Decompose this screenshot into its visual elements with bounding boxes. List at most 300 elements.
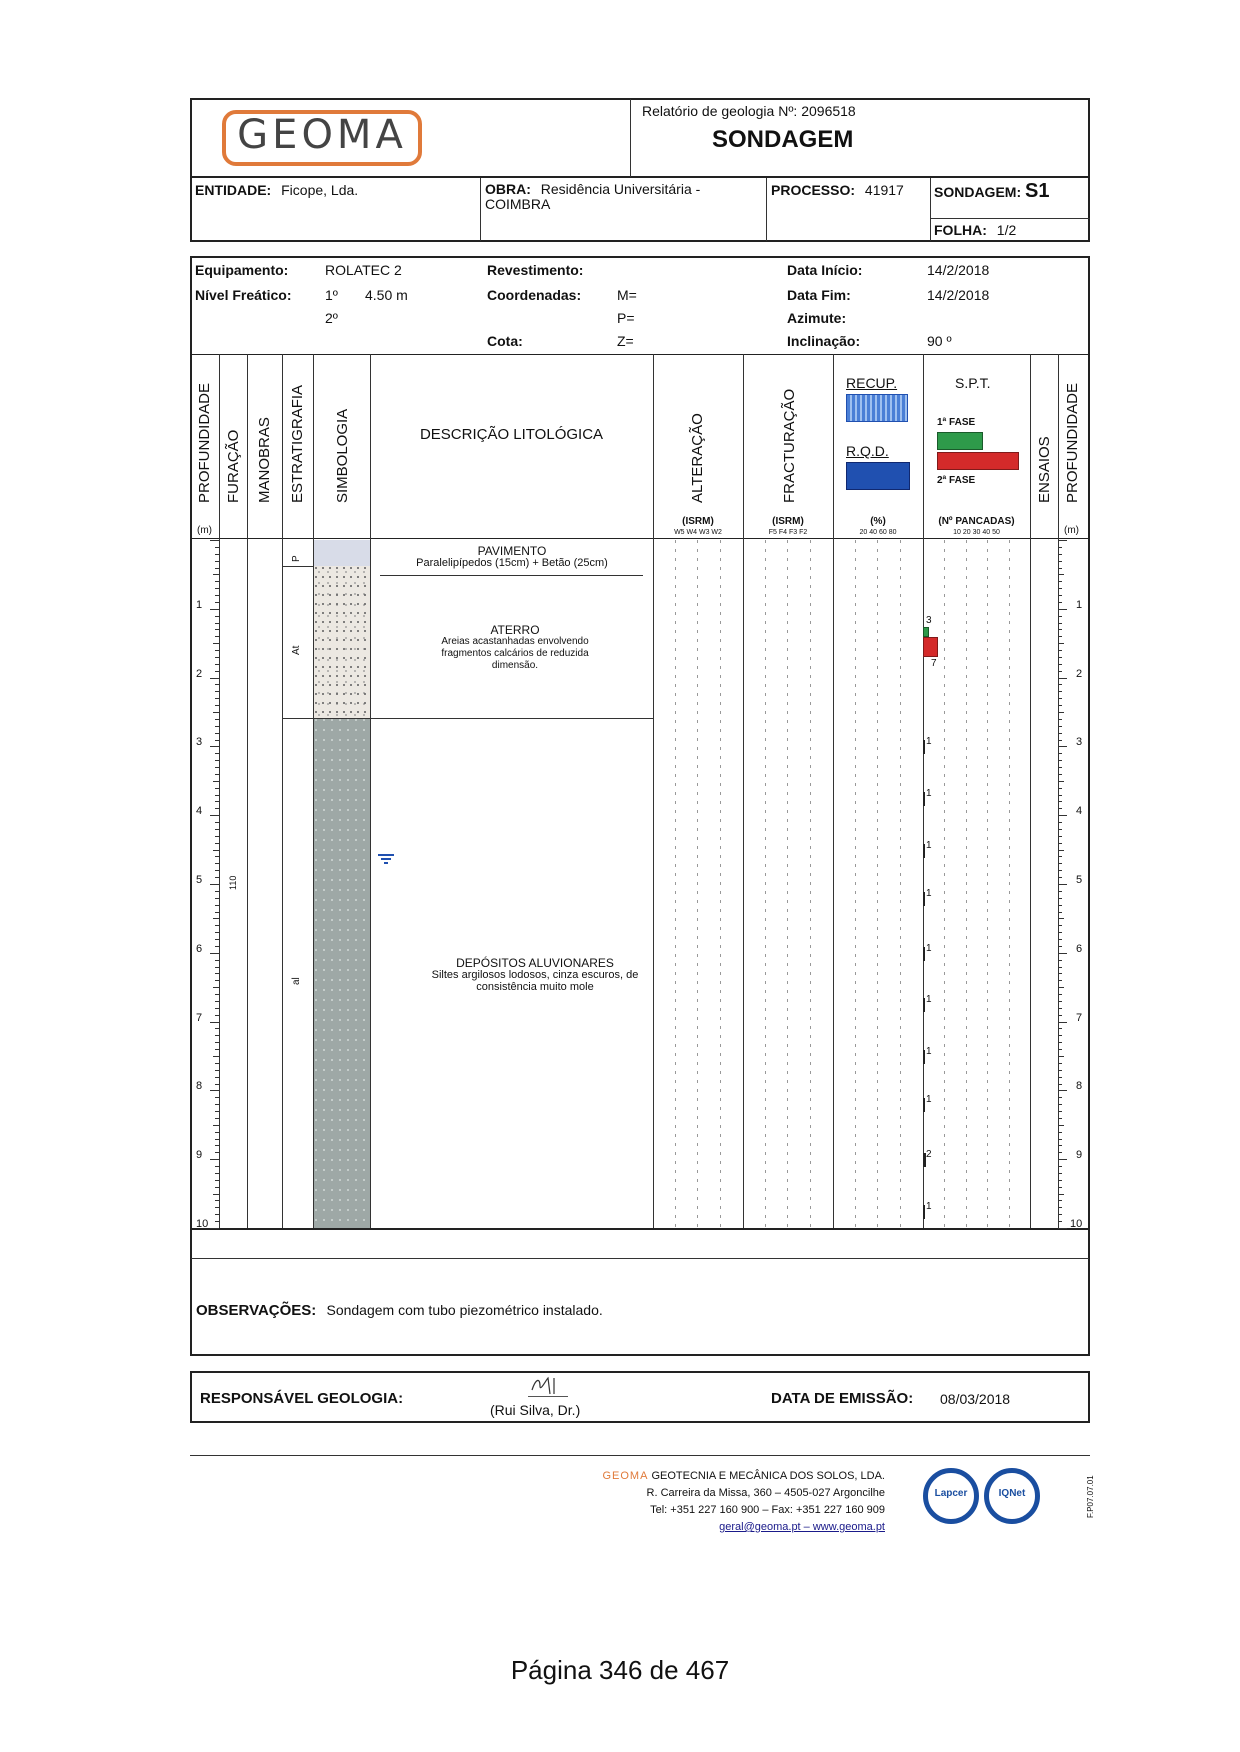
depth-tick (1058, 547, 1062, 548)
depth-tick (210, 1159, 219, 1160)
header-col-2 (766, 178, 767, 241)
depth-tick (215, 877, 219, 878)
depth-tick (210, 884, 219, 885)
header-col-3 (930, 178, 931, 241)
spt-fase2-bar (923, 637, 938, 657)
depth-tick (213, 1125, 219, 1126)
water-table-icon (378, 854, 394, 864)
depth-tick (1058, 678, 1067, 679)
processo-value: 41917 (864, 182, 904, 198)
depth-tick (215, 912, 219, 913)
depth-tick (1058, 932, 1062, 933)
data-fim-value: 14/2/2018 (927, 287, 990, 303)
symbol-aluvionar (314, 718, 370, 1228)
depth-tick (1058, 1077, 1062, 1078)
depth-tick (213, 781, 219, 782)
depth-tick (1058, 1035, 1062, 1036)
desc-aluvionar (420, 957, 650, 993)
spt-bar (923, 844, 925, 858)
depth-tick (215, 629, 219, 630)
fracturacao-scale: F5 F4 F3 F2 (768, 529, 808, 536)
depth-tick (215, 939, 219, 940)
coordenadas-label: Coordenadas: (487, 287, 582, 303)
responsavel-name: (Rui Silva, Dr.) (490, 1402, 581, 1418)
footer-company-name: GEOTECNIA E MECÂNICA DOS SOLOS, LDA. (651, 1470, 885, 1482)
depth-tick (215, 602, 219, 603)
depth-tick (1058, 856, 1062, 857)
depth-tick (1058, 767, 1062, 768)
depth-tick (1058, 1008, 1062, 1009)
depth-tick (1058, 939, 1062, 940)
depth-tick (215, 691, 219, 692)
depth-tick (1058, 967, 1062, 968)
col-header-furacao: FURAÇÃO (225, 429, 242, 503)
obra-value-2: COIMBRA (485, 196, 551, 212)
depth-tick (215, 836, 219, 837)
entidade-field (195, 182, 358, 198)
col-header-fracturacao: FRACTURAÇÃO (781, 388, 798, 503)
strat-code-al: al (291, 977, 302, 985)
table-top-line (191, 354, 1089, 355)
sondagem-label: SONDAGEM: (934, 184, 1022, 200)
depth-tick (1058, 960, 1062, 961)
depth-tick (1058, 581, 1062, 582)
depth-tick (1058, 795, 1062, 796)
col-sep-3 (282, 354, 283, 1228)
depth-tick (215, 671, 219, 672)
depth-label: 10 (1070, 1218, 1083, 1230)
pavimento-boundary-desc (380, 575, 643, 576)
depth-tick (215, 1028, 219, 1029)
depth-tick (215, 801, 219, 802)
depth-tick (1058, 554, 1062, 555)
depth-tick (213, 918, 219, 919)
depth-tick (1058, 1125, 1064, 1126)
depth-tick (1058, 1152, 1062, 1153)
depth-tick (1058, 568, 1062, 569)
depth-tick (1058, 829, 1062, 830)
depth-tick (215, 1145, 219, 1146)
fase1-label: 1ª FASE (937, 417, 976, 428)
depth-tick (215, 561, 219, 562)
depth-tick (215, 946, 219, 947)
depth-tick (1058, 657, 1062, 658)
depth-tick (1058, 788, 1062, 789)
depth-tick (1058, 726, 1062, 727)
table-bottom-line (191, 1228, 1089, 1230)
depth-tick (210, 815, 219, 816)
depth-tick (1058, 822, 1062, 823)
fase2-label: 2ª FASE (937, 475, 976, 486)
entidade-label: ENTIDADE: (195, 182, 272, 198)
recup-label: RECUP. (846, 375, 898, 391)
depth-tick (210, 678, 219, 679)
depth-label: 6 (1076, 942, 1083, 955)
depth-tick (1058, 705, 1062, 706)
depth-tick (215, 740, 219, 741)
alt-grid-2 (697, 540, 698, 1228)
spt-value-label: 2 (926, 1149, 932, 1161)
depth-tick (1058, 1173, 1062, 1174)
depth-tick (1058, 1118, 1062, 1119)
depth-tick (1058, 1145, 1062, 1146)
depth-tick (215, 960, 219, 961)
desc-aterro-text: Areias acastanhadas envolvendo fragmentos calcários de reduzida dimensão. (441, 636, 589, 671)
fracturacao-unit: (ISRM) (772, 516, 804, 527)
desc-aluvionar-title: DEPÓSITOS ALUVIONARES (456, 956, 614, 970)
depth-tick (213, 712, 219, 713)
col-header-simbologia: SIMBOLOGIA (334, 408, 351, 503)
depth-tick (1058, 740, 1062, 741)
data-inicio-label: Data Início: (787, 262, 863, 278)
depth-tick (213, 987, 219, 988)
depth-tick (1058, 595, 1062, 596)
depth-tick (215, 554, 219, 555)
depth-tick (215, 623, 219, 624)
depth-tick (215, 1132, 219, 1133)
folha-value: 1/2 (996, 222, 1017, 238)
nivel-1: 1º (325, 287, 338, 303)
depth-tick (215, 1166, 219, 1167)
spt-label: S.P.T. (955, 375, 991, 391)
responsavel-label: RESPONSÁVEL GEOLOGIA: (200, 1390, 404, 1407)
spt-grid-3 (987, 540, 988, 1228)
depth-tick (215, 994, 219, 995)
depth-tick (215, 795, 219, 796)
depth-tick (1058, 774, 1062, 775)
depth-tick (215, 1180, 219, 1181)
footer-brand: GEOMA (602, 1470, 649, 1482)
depth-tick (215, 1008, 219, 1009)
depth-tick (1058, 843, 1062, 844)
spt-value-label: 1 (926, 788, 932, 799)
doc-title: SONDAGEM (712, 126, 854, 153)
depth-tick (215, 1042, 219, 1043)
depth-tick (1058, 609, 1067, 610)
depth-tick (215, 967, 219, 968)
nivel-2: 2º (325, 310, 338, 326)
processo-label: PROCESSO: (771, 182, 856, 198)
depth-tick (215, 568, 219, 569)
recup-grid-3 (900, 540, 901, 1228)
nivel-label: Nível Freático: (195, 287, 292, 303)
depth-tick (1058, 1180, 1062, 1181)
depth-tick (215, 719, 219, 720)
inclinacao-label: Inclinação: (787, 333, 861, 349)
depth-label: 1 (196, 598, 203, 611)
desc-pavimento-text: Paralelipípedos (15cm) + Betão (25cm) (416, 557, 608, 569)
depth-tick (215, 1104, 219, 1105)
frac-grid-2 (787, 540, 788, 1228)
depth-tick (1058, 987, 1064, 988)
furacao-value: 110 (228, 875, 238, 890)
depth-tick (1058, 1214, 1062, 1215)
depth-tick (215, 650, 219, 651)
depth-tick (1058, 1139, 1062, 1140)
spt-value-label: 1 (926, 887, 932, 899)
depth-label: 7 (1076, 1011, 1083, 1024)
depth-tick (215, 891, 219, 892)
folha-label: FOLHA: (934, 222, 987, 238)
depth-label: 1 (1076, 598, 1083, 611)
depth-tick (215, 1049, 219, 1050)
depth-tick (1058, 753, 1062, 754)
depth-tick (1058, 994, 1062, 995)
depth-tick (1058, 905, 1062, 906)
entidade-value: Ficope, Lda. (281, 182, 359, 198)
depth-tick (1058, 946, 1062, 947)
footer-phone: Tel: +351 227 160 900 – Fax: +351 227 160 909 (650, 1504, 885, 1516)
recup-swatch (846, 394, 908, 422)
header-logo-divider (630, 99, 631, 177)
alteracao-scale: W5 W4 W3 W2 (674, 529, 722, 536)
depth-label: 5 (196, 874, 203, 886)
depth-tick (1058, 1049, 1062, 1050)
inclinacao-value: 90 º (927, 333, 952, 349)
depth-tick (215, 980, 219, 981)
col-sep-2 (247, 354, 248, 1228)
depth-tick (1058, 616, 1062, 617)
depth-tick (215, 822, 219, 823)
depth-tick (1058, 1028, 1062, 1029)
depth-tick (1058, 698, 1062, 699)
depth-label: 8 (196, 1080, 203, 1093)
depth-tick (215, 684, 219, 685)
processo-field (771, 182, 904, 198)
col-sep-7 (743, 354, 744, 1228)
depth-tick (1058, 1159, 1067, 1160)
recup-unit: (%) (870, 516, 886, 527)
spt-value-label: 1 (926, 1200, 932, 1212)
depth-label: 9 (1076, 1149, 1083, 1162)
depth-label: 3 (196, 736, 203, 749)
depth-tick (215, 829, 219, 830)
strat-code-at: At (291, 645, 302, 655)
alt-grid-1 (675, 540, 676, 1228)
revestimento-label: Revestimento: (487, 262, 584, 278)
depth-tick (1058, 1207, 1062, 1208)
col-sep-8 (833, 354, 834, 1228)
spt-fase1-bar (923, 627, 929, 637)
depth-tick (215, 733, 219, 734)
depth-tick (215, 863, 219, 864)
depth-tick (215, 753, 219, 754)
depth-tick (215, 705, 219, 706)
spt-unit: (Nº PANCADAS) (938, 516, 1015, 527)
depth-tick (1058, 746, 1067, 747)
table-extra-line (191, 1258, 1089, 1259)
depth-tick (1058, 1084, 1062, 1085)
geoma-logo-text: GEOMA (237, 112, 407, 158)
depth-label: 2 (1076, 667, 1083, 680)
depth-tick (215, 1097, 219, 1098)
equipamento-value: ROLATEC 2 (325, 262, 402, 278)
footer-company (540, 1468, 885, 1536)
azimute-label: Azimute: (787, 310, 847, 326)
spt-grid-1 (944, 540, 945, 1228)
desc-aterro (430, 624, 600, 672)
depth-tick (1058, 684, 1062, 685)
depth-label: 10 (196, 1218, 209, 1230)
depth-tick (210, 609, 219, 610)
spt-value-label: 7 (931, 658, 937, 670)
footer-line (190, 1455, 1090, 1456)
depth-tick (1058, 760, 1062, 761)
depth-tick (215, 664, 219, 665)
depth-tick (1058, 650, 1062, 651)
depth-tick (1058, 1221, 1062, 1222)
depth-tick (1058, 691, 1062, 692)
pavimento-boundary (282, 566, 314, 567)
depth-tick (1058, 643, 1064, 644)
depth-tick (1058, 1194, 1064, 1195)
depth-tick (1058, 733, 1062, 734)
depth-tick (1058, 953, 1067, 954)
depth-tick (215, 1001, 219, 1002)
depth-tick (215, 698, 219, 699)
depth-tick (1058, 1104, 1062, 1105)
p-label: P= (617, 310, 635, 326)
col-sep-1 (219, 354, 220, 1228)
col-header-manobras: MANOBRAS (256, 417, 273, 503)
data-emissao-label: DATA DE EMISSÃO: (771, 1390, 914, 1407)
depth-tick (213, 1056, 219, 1057)
cert-iqnet-logo (984, 1468, 1040, 1524)
observacoes-value: Sondagem com tubo piezométrico instalado. (326, 1302, 603, 1318)
spt-bar (923, 792, 925, 806)
depth-tick (1058, 1022, 1067, 1023)
depth-tick (215, 1084, 219, 1085)
depth-tick (215, 616, 219, 617)
depth-tick (215, 1077, 219, 1078)
strat-code-p: P (291, 555, 302, 562)
depth-tick (215, 581, 219, 582)
symbol-pavimento (314, 540, 370, 566)
depth-tick (215, 973, 219, 974)
depth-tick (1058, 1111, 1062, 1112)
col-header-ensaios: ENSAIOS (1036, 436, 1053, 503)
depth-label: 9 (196, 1149, 203, 1162)
folha-field (934, 222, 1016, 238)
depth-tick (1058, 664, 1062, 665)
cert-lapcer-logo (923, 1468, 979, 1524)
depth-tick (215, 1063, 219, 1064)
col-header-alteracao: ALTERAÇÃO (689, 413, 706, 503)
depth-tick (1058, 1090, 1067, 1091)
recup-scale: 20 40 60 80 (859, 529, 897, 536)
depth-tick (215, 760, 219, 761)
observacoes-row (196, 1302, 603, 1319)
depth-tick (1058, 540, 1067, 541)
depth-tick (215, 726, 219, 727)
footer-email[interactable]: geral@geoma.pt – www.geoma.pt (719, 1521, 885, 1533)
depth-tick (1058, 574, 1064, 575)
data-fim-label: Data Fim: (787, 287, 851, 303)
spt-grid-4 (1009, 540, 1010, 1228)
col-header-estratigrafia: ESTRATIGRAFIA (289, 384, 306, 503)
alt-grid-3 (720, 540, 721, 1228)
spt-value-label: 1 (926, 1094, 932, 1106)
depth-tick (215, 1111, 219, 1112)
depth-label: 7 (196, 1011, 203, 1024)
depth-tick (1058, 1042, 1062, 1043)
depth-tick (215, 636, 219, 637)
fase2-swatch (937, 452, 1019, 470)
desc-pavimento-title: PAVIMENTO (477, 544, 547, 558)
depth-tick (213, 643, 219, 644)
depth-tick (213, 850, 219, 851)
depth-tick (1058, 1063, 1062, 1064)
depth-tick (1058, 588, 1062, 589)
z-label: Z= (617, 333, 634, 349)
data-inicio-value: 14/2/2018 (927, 262, 990, 278)
depth-tick (1058, 877, 1062, 878)
sondagem-value: S1 (1025, 180, 1050, 202)
cota-label: Cota: (487, 333, 523, 349)
depth-label: 8 (1076, 1080, 1083, 1093)
depth-tick (215, 1214, 219, 1215)
depth-tick (215, 925, 219, 926)
sondagem-field (934, 180, 1049, 203)
depth-tick (215, 595, 219, 596)
spt-value-label: 3 (926, 615, 932, 627)
depth-tick (210, 746, 219, 747)
depth-tick (1058, 815, 1067, 816)
depth-tick (1058, 836, 1062, 837)
depth-tick (215, 1118, 219, 1119)
depth-tick (215, 1207, 219, 1208)
obra-field (485, 182, 700, 212)
depth-label: 4 (196, 805, 203, 818)
depth-tick (1058, 719, 1062, 720)
desc-aterro-title: ATERRO (490, 623, 540, 637)
depth-tick (1058, 918, 1064, 919)
report-number: Relatório de geologia Nº: 2096518 (642, 103, 856, 119)
depth-tick (1058, 808, 1062, 809)
depth-tick (215, 1152, 219, 1153)
recup-grid-1 (855, 540, 856, 1228)
depth-tick (1058, 636, 1062, 637)
spt-bar (923, 892, 925, 906)
signature (528, 1374, 568, 1397)
depth-tick (215, 1187, 219, 1188)
fase1-swatch (937, 432, 983, 450)
col-header-descricao: DESCRIÇÃO LITOLÓGICA (419, 426, 604, 443)
m-label: M= (617, 287, 637, 303)
spt-value-label: 1 (926, 839, 932, 851)
depth-tick (213, 574, 219, 575)
depth-tick (215, 843, 219, 844)
depth-tick (215, 898, 219, 899)
spt-bar (923, 998, 925, 1012)
depth-tick (1058, 980, 1062, 981)
depth-tick (210, 1228, 219, 1229)
depth-tick (215, 1015, 219, 1016)
depth-tick (1058, 671, 1062, 672)
page-number: Página 346 de 467 (510, 1655, 730, 1685)
spt-value-label: 1 (926, 994, 932, 1006)
header-divider (191, 176, 1089, 178)
depth-tick (1058, 629, 1062, 630)
depth-label: 5 (1076, 874, 1083, 886)
spt-bar (923, 1098, 925, 1112)
spt-bar (923, 740, 925, 754)
aterro-boundary (282, 718, 653, 719)
depth-label: 3 (1076, 736, 1083, 749)
depth-tick (1058, 781, 1064, 782)
spt-value-label: 1 (926, 736, 932, 748)
spt-value-label: 1 (926, 1046, 932, 1057)
